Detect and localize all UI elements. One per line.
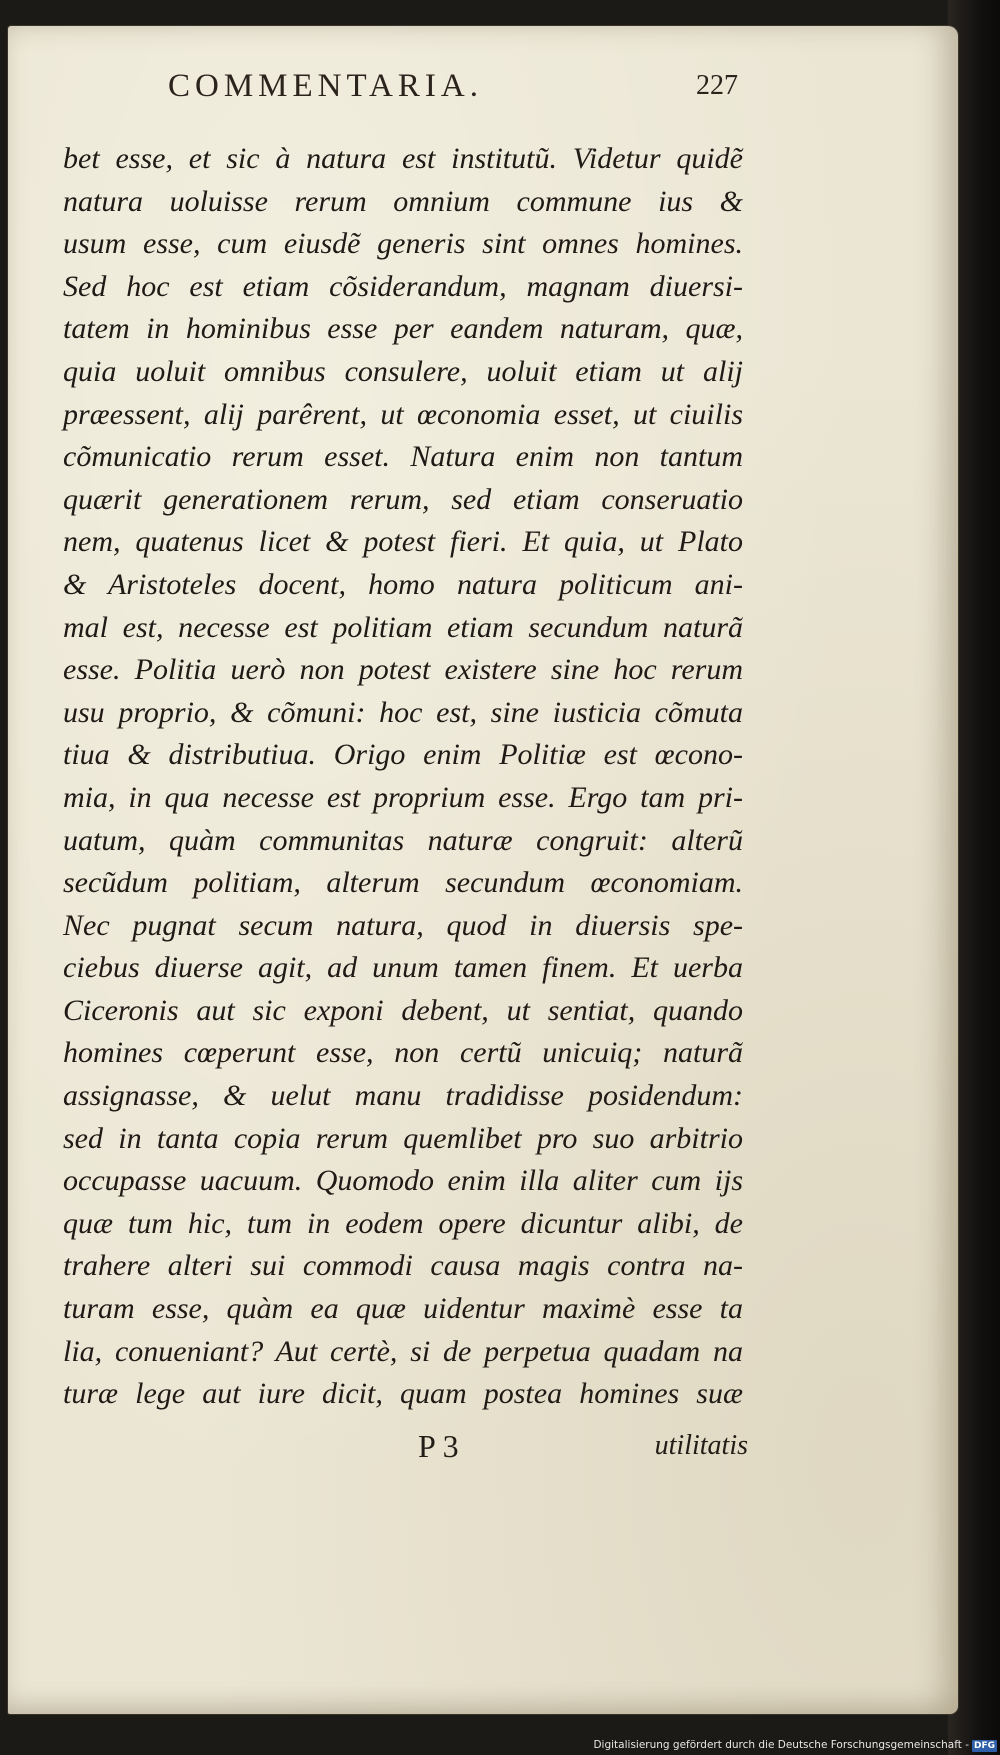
text-line: & Aristoteles docent, homo natura politicum ani- xyxy=(63,567,743,601)
running-header xyxy=(168,68,738,116)
text-line: turam esse, quàm ea quæ uidentur maximè esse ta xyxy=(63,1292,743,1326)
dfg-logo: DFG xyxy=(973,1741,995,1751)
text-line: natura uoluisse rerum omnium commune ius & xyxy=(63,184,743,218)
running-title: COMMENTARIA. xyxy=(168,68,483,104)
text-line: homines cœperunt esse, non certũ unicuiq; naturã xyxy=(63,1036,743,1070)
catchword: utilitatis xyxy=(654,1430,748,1461)
text-line: usum esse, cum eiusdẽ generis sint omnes homines. xyxy=(63,227,743,261)
text-line: Ciceronis aut sic exponi debent, ut sentiat, quando xyxy=(63,993,743,1027)
body-text xyxy=(63,138,743,1416)
text-line: bet esse, et sic à natura est institutũ. Videtur quidẽ xyxy=(63,142,743,175)
text-line: Sed hoc est etiam cõsiderandum, magnam diuersi- xyxy=(63,269,743,303)
signature-mark: P 3 xyxy=(418,1428,459,1464)
text-line: quia uoluit omnibus consulere, uoluit etiam ut alij xyxy=(63,354,743,388)
text-line: secũdum politiam, alterum secundum œconomiam. xyxy=(63,866,743,900)
text-line: ciebus diuerse agit, ad unum tamen finem. Et uerba xyxy=(63,951,743,985)
text-line: mia, in qua necesse est proprium esse. Ergo tam pri- xyxy=(63,780,743,814)
text-line: occupasse uacuum. Quomodo enim illa aliter cum ijs xyxy=(63,1164,743,1198)
funding-credit xyxy=(593,1738,997,1752)
text-line: assignasse, & uelut manu tradidisse posidendum: xyxy=(63,1079,743,1113)
text-line: Nec pugnat secum natura, quod in diuersis spe- xyxy=(63,908,743,942)
page-number: 227 xyxy=(696,70,738,101)
text-line: turæ lege aut iure dicit, quam postea homines suæ xyxy=(63,1377,743,1411)
text-line: trahere alteri sui commodi causa magis contra na- xyxy=(63,1249,743,1283)
book-page xyxy=(8,26,958,1714)
text-line: uatum, quàm communitas naturæ congruit: alterũ xyxy=(63,823,743,857)
text-line: quæ tum hic, tum in eodem opere dicuntur alibi, de xyxy=(63,1206,743,1240)
text-line: mal est, necesse est politiam etiam secundum naturã xyxy=(63,610,743,644)
text-line: sed in tanta copia rerum quemlibet pro suo arbitrio xyxy=(63,1121,743,1155)
text-line: usu proprio, & cõmuni: hoc est, sine iusticia cõmuta xyxy=(63,695,743,729)
funding-credit-text: Digitalisierung gefördert durch die Deutsche Forschungsgemeinschaft - xyxy=(593,1739,969,1751)
text-line: esse. Politia uerò non potest existere sine hoc rerum xyxy=(63,653,743,687)
text-line: cõmunicatio rerum esset. Natura enim non tantum xyxy=(63,440,743,474)
text-line: præessent, alij parêrent, ut œconomia esset, ut ciuilis xyxy=(63,397,743,431)
text-line: tatem in hominibus esse per eandem naturam, quæ, xyxy=(63,312,743,346)
text-line: quærit generationem rerum, sed etiam conseruatio xyxy=(63,482,743,516)
text-line: lia, conueniant? Aut certè, si de perpetua quadam na xyxy=(63,1334,743,1368)
text-line: nem, quatenus licet & potest fieri. Et quia, ut Plato xyxy=(63,525,743,559)
text-line: tiua & distributiua. Origo enim Politiæ est œcono- xyxy=(63,738,743,772)
page-footer xyxy=(418,1428,748,1468)
